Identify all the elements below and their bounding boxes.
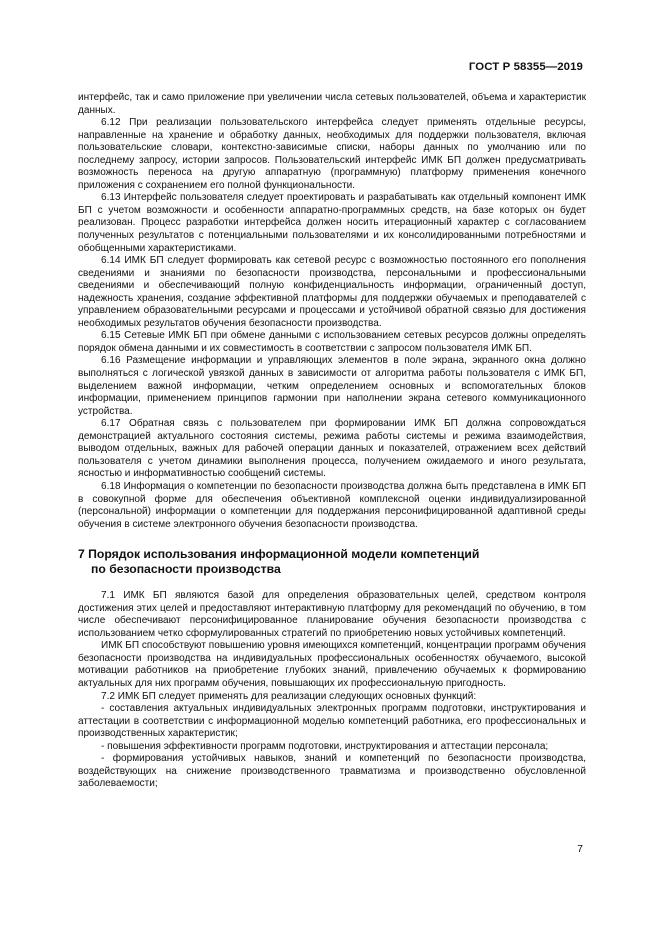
section-title-line-2: по безопасности производства [91, 561, 281, 576]
paragraph: 6.12 При реализации пользовательского интерфейса следует применять отдельные ресурсы, направленные на хранение и обработку данных, необходимых для поддержки пользователя, включая пользовательские словари, контекстно-зависимые списки, наборы данных по умолчанию или по последнему запросу, истории запросов. Пользовательский интерфейс ИМК БП должен предусматривать возможность переноса на другую аппаратную (программную) платформу применения конечного приложения с сохранением его полной функциональности. [78, 117, 586, 191]
paragraph: - повышения эффективности программ подготовки, инструктирования и аттестации персонала; [101, 740, 549, 752]
paragraph: 6.17 Обратная связь с пользователем при формировании ИМК БП должна сопровождаться демонстрацией актуального состояния системы, режима работы системы и режима взаимодействия, выводом отдельных, важных для рабочей операции данных и показателей, отражением всех действий пользователя с учетом динамики выполнения процесса, получением ожидаемого и иного результата, ясностью и информативностью сообщений системы. [78, 418, 586, 480]
standard-designation: ГОСТ Р 58355—2019 [468, 61, 583, 73]
paragraph: 6.16 Размещение информации и управляющих элементов в поле экрана, экранного окна должно выполняться с логической увязкой данных в зависимости от алгоритма работы пользователя с ИМК БП, выделением важной информации, четким определением основных и вспомогательных блоков информации, применением принципов гармонии при наполнении экрана сетевого коммуникационного устройства. [78, 355, 586, 417]
section-title [78, 547, 586, 576]
paragraph: 7.1 ИМК БП являются базой для определения образовательных целей, средством контроля достижения этих целей и предоставляют интерактивную платформу для рекомендаций по обучению, в том числе обеспечивают персонифицированное планирование обучения безопасности производства с использованием четко сформулированных стратегий по приобретению новых устойчивых компетенций. [78, 590, 586, 639]
paragraph: 6.15 Сетевые ИМК БП при обмене данными с использованием сетевых ресурсов должны определять порядок обмена данными и их совместимость в соответствии с запросом пользователя ИМК БП. [78, 330, 586, 354]
paragraph: ИМК БП способствуют повышению уровня имеющихся компетенций, концентрации программ обучения безопасности производства на индивидуальных профессиональных особенностях обучаемого, высокой мотивации работников на приобретение глубоких знаний, привлечению обучаемых к формированию актуальных для них программ обучения, повышающих их профессиональную пригодность. [78, 640, 586, 689]
section-title-line-1: 7 Порядок использования информационной модели компетенций [78, 547, 480, 562]
paragraphs-after-section [78, 590, 586, 791]
paragraph: - составления актуальных индивидуальных электронных программ подготовки, инструктирования и аттестации в соответствии с информационной моделью компетенций работника, его профессиональных и производственных характеристик; [78, 703, 586, 740]
page-number: 7 [577, 843, 583, 855]
paragraphs-before-section [78, 92, 586, 531]
paragraph: 7.2 ИМК БП следует применять для реализации следующих основных функций: [101, 690, 477, 702]
paragraph: 6.13 Интерфейс пользователя следует проектировать и разрабатывать как отдельный компонент ИМК БП с учетом возможности и особенности аппаратно-программных средств, на базе которых он будет реализован. Процесс разработки интерфейса должен носить итерационный характер с согласованием полученных результатов с потенциальными пользователями и их консолидированными потребностями и обобщенными характеристиками. [78, 192, 586, 254]
paragraph: интерфейс, так и само приложение при увеличении числа сетевых пользователей, объема и характеристик данных. [78, 92, 586, 116]
paragraph: - формирования устойчивых навыков, знаний и компетенций по безопасности производства, воздействующих на снижение производственного травматизма и производственно обусловленной заболеваемости; [78, 753, 586, 790]
paragraph: 6.18 Информация о компетенции по безопасности производства должна быть представлена в ИМК БП в совокупной форме для обеспечения объективной комплексной оценки индивидуализированной (персональной) информации о компетенции для поддержания персонифицированной адаптивной среды обучения в системе электронного обучения безопасности производства. [78, 480, 586, 530]
paragraph: 6.14 ИМК БП следует формировать как сетевой ресурс с возможностью постоянного его пополнения сведениями и знаниями по безопасности производства, персональными и профессиональными сведениями и обеспечивающий полную конфиденциальность информации, ограниченный доступ, надежность хранения, создание эффективной платформы для поддержки обучаемых и преподавателей с управлением образовательными ресурсами и процессами и устойчивой обратной связью для достижения необходимых результатов обучения безопасности производства. [78, 255, 586, 329]
document-body [78, 92, 586, 791]
